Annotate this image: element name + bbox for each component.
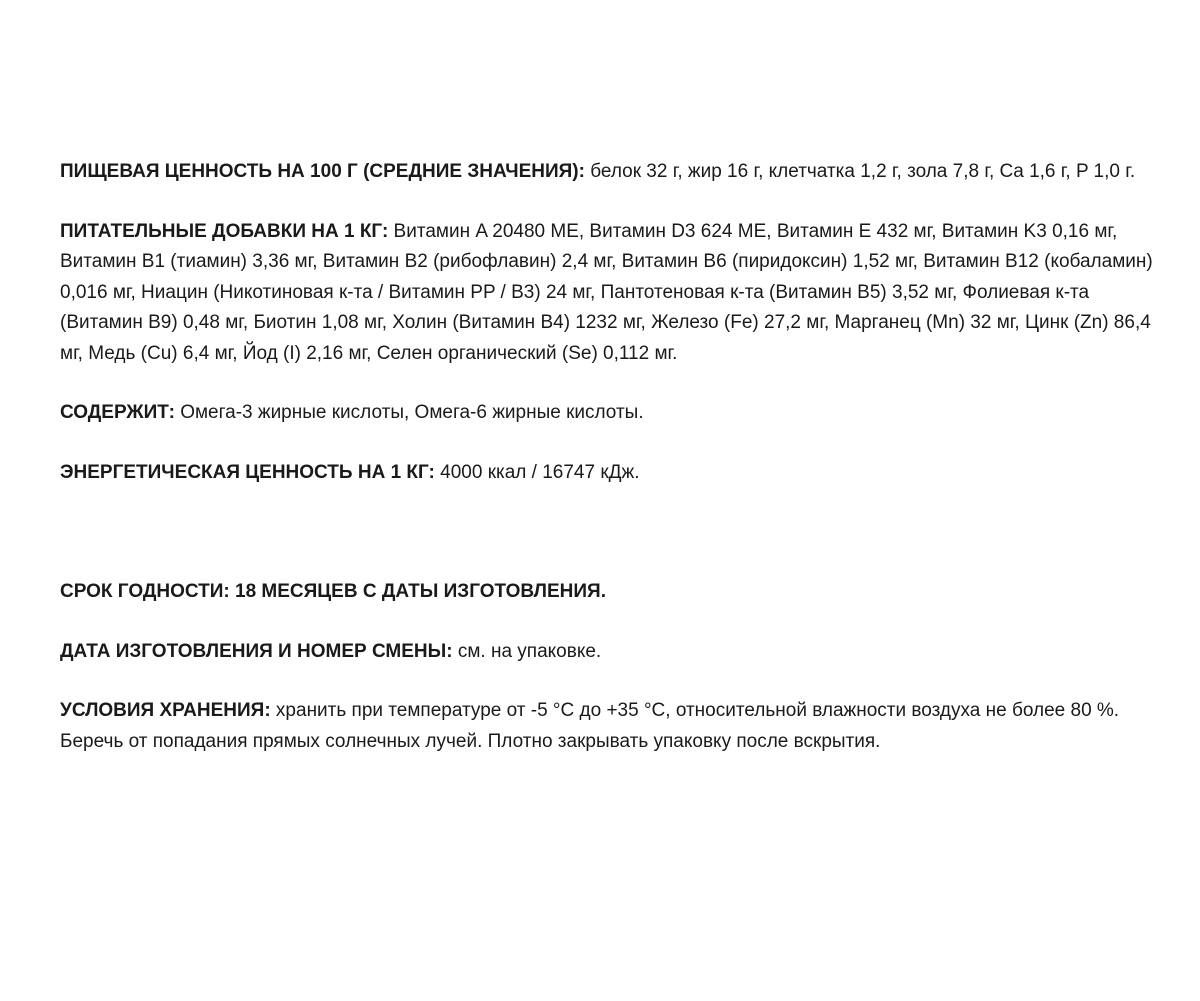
additives-text: Витамин A 20480 МЕ, Витамин D3 624 МЕ, Витамин E 432 мг, Витамин K3 0,16 мг, Витамин B1 (тиамин) 3,36 мг, Витамин B2 (рибофлавин) 2,4 мг, Витамин B6 (пиридоксин) 1,52 мг, Витамин B12 (кобаламин) 0,016 мг, Ниацин (Никотиновая к-та / Витамин PP / B3) 24 мг, Пантотеновая к-та (Витамин B5) 3,52 мг, Фолиевая к-та (Витамин B9) 0,48 мг, Биотин 1,08 мг, Холин (Витамин B4) 1232 мг, Железо (Fe) 27,2 мг, Марганец (Mn) 32 мг, Цинк (Zn) 86,4 мг, Медь (Cu) 6,4 мг, Йод (I) 2,16 мг, Селен органический (Se) 0,112 мг. bbox=[60, 220, 1153, 364]
product-info-document bbox=[60, 157, 1160, 757]
production-date-paragraph bbox=[60, 637, 1160, 668]
contains-label: СОДЕРЖИТ: bbox=[60, 402, 175, 423]
nutritional-value-text: белок 32 г, жир 16 г, клетчатка 1,2 г, зола 7,8 г, Ca 1,6 г, P 1,0 г. bbox=[584, 161, 1136, 182]
energy-value-text: 4000 ккал / 16747 кДж. bbox=[434, 461, 640, 483]
nutritional-value-paragraph bbox=[60, 157, 1160, 188]
production-date-text: см. на упаковке. bbox=[452, 640, 602, 662]
shelf-life-label: СРОК ГОДНОСТИ: 18 МЕСЯЦЕВ С ДАТЫ ИЗГОТОВЛЕНИЯ. bbox=[60, 581, 606, 602]
contains-text: Омега-3 жирные кислоты, Омега-6 жирные кислоты. bbox=[174, 402, 644, 423]
nutritional-value-label: ПИЩЕВАЯ ЦЕННОСТЬ НА 100 Г (СРЕДНИЕ ЗНАЧЕНИЯ): bbox=[60, 161, 585, 182]
additives-paragraph bbox=[60, 217, 1160, 370]
storage-conditions-label: УСЛОВИЯ ХРАНЕНИЯ: bbox=[60, 700, 271, 721]
energy-value-paragraph bbox=[60, 458, 1160, 489]
contains-paragraph bbox=[60, 398, 1160, 429]
storage-conditions-text: хранить при температуре от -5 °C до +35 °C, относительной влажности воздуха не более 80 %. Беречь от попадания прямых солнечных лучей. Плотно закрывать упаковку после вскрытия. bbox=[60, 700, 1120, 752]
additives-label: ПИТАТЕЛЬНЫЕ ДОБАВКИ НА 1 КГ: bbox=[60, 220, 389, 242]
energy-value-label: ЭНЕРГЕТИЧЕСКАЯ ЦЕННОСТЬ НА 1 КГ: bbox=[60, 461, 435, 483]
shelf-life-paragraph bbox=[60, 577, 1160, 608]
storage-conditions-paragraph bbox=[60, 696, 1160, 757]
production-date-label: ДАТА ИЗГОТОВЛЕНИЯ И НОМЕР СМЕНЫ: bbox=[60, 640, 453, 662]
